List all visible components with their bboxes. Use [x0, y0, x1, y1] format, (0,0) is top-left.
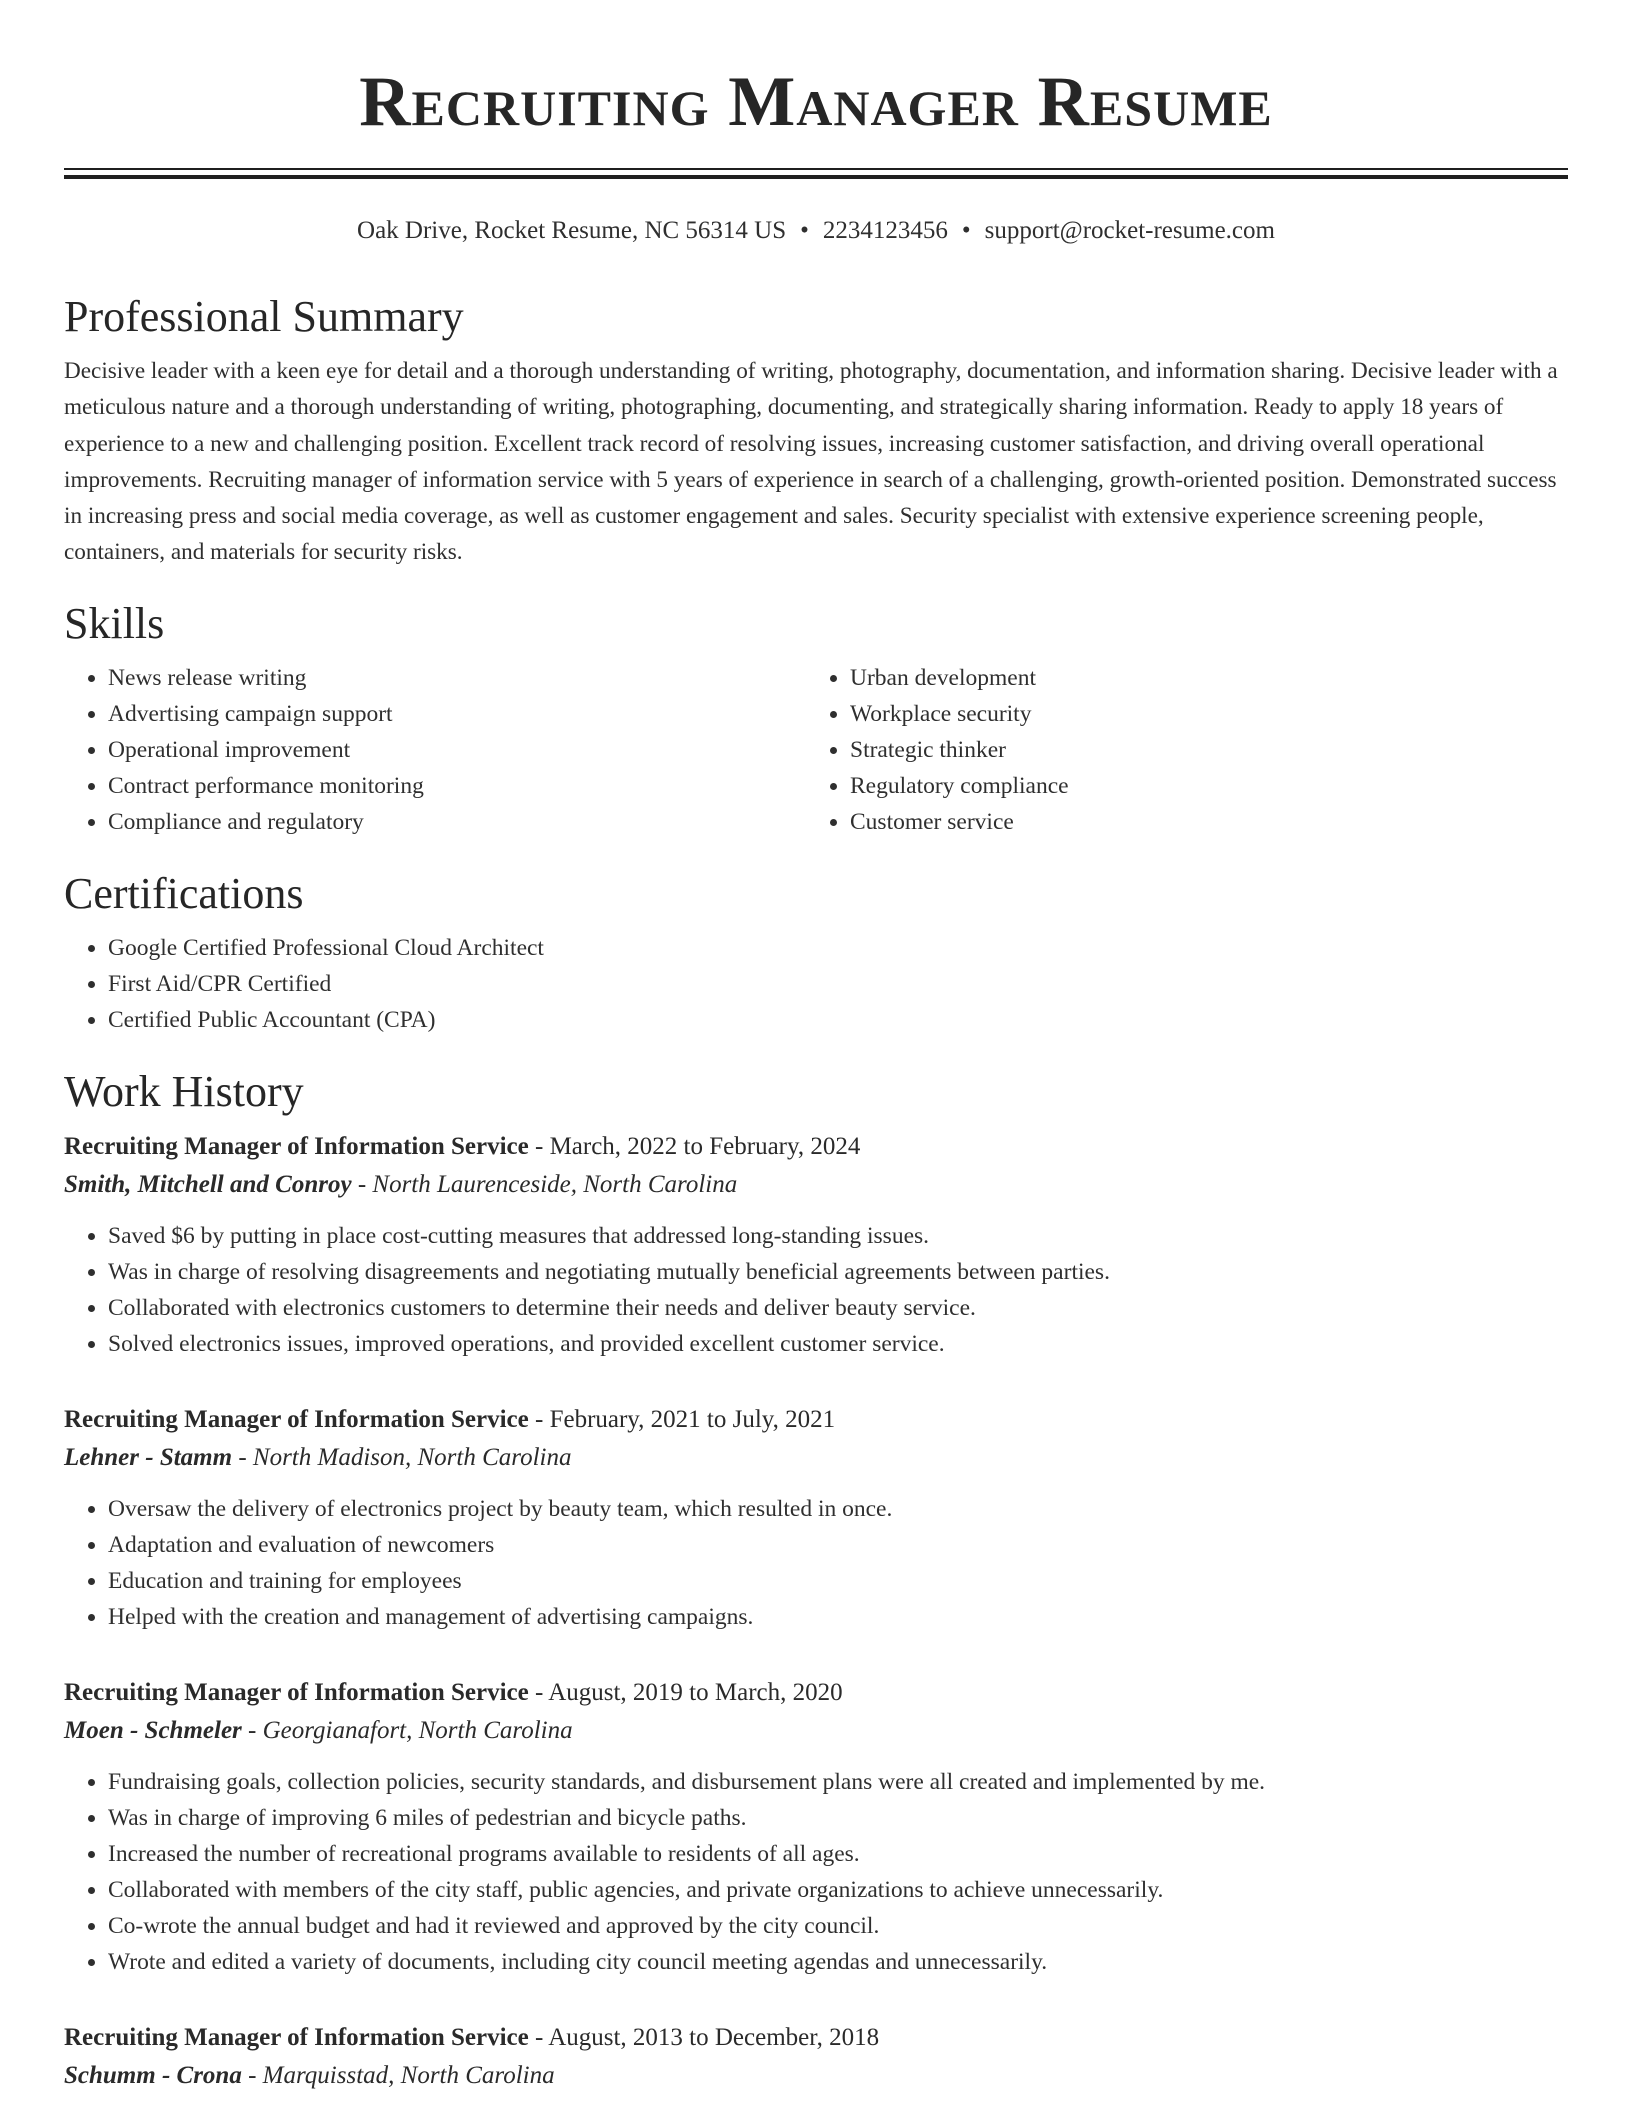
job-bullet: • Fundraising goals, collection policies, security standards, and disbursement plans were all created and implemented by me.	[108, 1764, 1568, 1800]
skills-list-right	[806, 660, 1548, 840]
company-location: Georgianafort, North Carolina	[262, 1716, 573, 1744]
skill-item: • Customer service	[850, 804, 1548, 840]
certification-item: • First Aid/CPR Certified	[108, 966, 1568, 1002]
skill-item: • Operational improvement	[108, 732, 806, 768]
job-title: Recruiting Manager of Information Service	[64, 1678, 529, 1706]
skill-item: • Advertising campaign support	[108, 696, 806, 732]
company-line: Schumm - Crona - Marquisstad, North Carolina	[64, 2061, 555, 2089]
job-bullet: • Was in charge of resolving disagreements and negotiating mutually beneficial agreements between parties.	[108, 1254, 1568, 1290]
contact-separator: •	[961, 217, 971, 244]
company-name: Smith, Mitchell and Conroy	[64, 1170, 352, 1198]
resume-content	[64, 288, 1568, 2109]
company-line: Smith, Mitchell and Conroy - North Laurenceside, North Carolina	[64, 1170, 738, 1198]
job-bullets	[64, 1491, 1568, 1635]
contact-address: Oak Drive, Rocket Resume, NC 56314 US	[357, 217, 787, 244]
contact-email: support@rocket-resume.com	[984, 217, 1275, 244]
resume-title: Recruiting Manager Resume	[359, 63, 1273, 141]
company-name: Moen - Schmeler	[64, 1716, 242, 1744]
skills-columns	[64, 660, 1568, 840]
skill-item: • Contract performance monitoring	[108, 768, 806, 804]
company-location: North Laurenceside, North Carolina	[372, 1170, 738, 1198]
job-title: Recruiting Manager of Information Service	[64, 1405, 529, 1433]
job-bullet: • Helped with the creation and management of advertising campaigns.	[108, 1599, 1568, 1635]
summary-heading: Professional Summary	[64, 292, 464, 341]
company-location: North Madison, North Carolina	[252, 1443, 572, 1471]
contact-line	[64, 213, 1568, 249]
company-name: Schumm - Crona	[64, 2061, 242, 2089]
certification-item: • Certified Public Accountant (CPA)	[108, 1002, 1568, 1038]
job-bullet: • Education and training for employees	[108, 1563, 1568, 1599]
job-title: Recruiting Manager of Information Service	[64, 1132, 529, 1160]
work-history-section	[64, 1063, 1568, 2095]
certifications-heading: Certifications	[64, 868, 304, 918]
job-bullet: • Co-wrote the annual budget and had it reviewed and approved by the city council.	[108, 1908, 1568, 1944]
job-entry	[64, 1674, 1568, 1980]
work-history-heading: Work History	[64, 1066, 304, 1116]
contact-separator: •	[800, 217, 809, 244]
job-title-line: Recruiting Manager of Information Service - August, 2019 to March, 2020	[64, 1678, 843, 1706]
job-entry	[64, 2019, 1568, 2095]
job-dates: August, 2019 to March, 2020	[548, 1678, 843, 1706]
company-name: Lehner - Stamm	[64, 1443, 233, 1471]
skills-list-left	[64, 660, 806, 840]
skill-item: • Compliance and regulatory	[108, 804, 806, 840]
title-divider-thick	[64, 175, 1568, 179]
job-dates: March, 2022 to February, 2024	[549, 1132, 861, 1160]
job-title-line: Recruiting Manager of Information Service - February, 2021 to July, 2021	[64, 1405, 836, 1433]
skill-item: • Strategic thinker	[850, 732, 1548, 768]
skill-item: • Workplace security	[850, 696, 1548, 732]
skill-item: • News release writing	[108, 660, 806, 696]
job-bullet: • Was in charge of improving 6 miles of pedestrian and bicycle paths.	[108, 1800, 1568, 1836]
certifications-section	[64, 865, 1568, 1038]
job-bullet: • Collaborated with members of the city staff, public agencies, and private organizations to achieve unnecessarily.	[108, 1872, 1568, 1908]
summary-section	[64, 288, 1568, 571]
job-entry	[64, 1128, 1568, 1362]
job-bullet: • Oversaw the delivery of electronics project by beauty team, which resulted in once.	[108, 1491, 1568, 1527]
job-bullet: • Saved $6 by putting in place cost-cutting measures that addressed long-standing issues.	[108, 1218, 1568, 1254]
job-bullet: • Adaptation and evaluation of newcomers	[108, 1527, 1568, 1563]
company-location: Marquisstad, North Carolina	[262, 2061, 555, 2089]
job-dates: February, 2021 to July, 2021	[549, 1405, 836, 1433]
skill-item: • Urban development	[850, 660, 1548, 696]
skills-section	[64, 595, 1568, 840]
company-line: Lehner - Stamm - North Madison, North Carolina	[64, 1443, 572, 1471]
job-bullet: • Increased the number of recreational programs available to residents of all ages.	[108, 1836, 1568, 1872]
job-entry	[64, 1401, 1568, 1635]
skill-item: • Regulatory compliance	[850, 768, 1548, 804]
job-bullet: • Collaborated with electronics customers to determine their needs and deliver beauty service.	[108, 1290, 1568, 1326]
job-bullet: • Wrote and edited a variety of documents, including city council meeting agendas and unnecessarily.	[108, 1944, 1568, 1980]
skills-heading: Skills	[64, 598, 165, 648]
contact-phone: 2234123456	[822, 217, 948, 244]
job-bullet: • Solved electronics issues, improved operations, and provided excellent customer service.	[108, 1326, 1568, 1362]
job-dates: August, 2013 to December, 2018	[548, 2023, 880, 2051]
company-line: Moen - Schmeler - Georgianafort, North Carolina	[64, 1716, 573, 1744]
job-title: Recruiting Manager of Information Service	[64, 2023, 529, 2051]
title-divider-thin	[64, 168, 1568, 170]
job-title-line: Recruiting Manager of Information Service - August, 2013 to December, 2018	[64, 2023, 880, 2051]
certification-item: • Google Certified Professional Cloud Architect	[108, 930, 1568, 966]
certifications-list	[64, 930, 1568, 1038]
job-bullets	[64, 1764, 1568, 1980]
summary-text: Decisive leader with a keen eye for detail and a thorough understanding of writing, photography, documentation, and information sharing. Decisive leader with a meticulous nature and a thorough understanding of writing, photographing, documenting, and strategically sharing information. Ready to apply 18 years of experience to a new and challenging position. Excellent track record of resolving issues, increasing customer satisfaction, and driving overall operational improvements. Recruiting manager of information service with 5 years of experience in search of a challenging, growth-oriented position. Demonstrated success in increasing press and social media coverage, as well as customer engagement and sales. Security specialist with extensive experience screening people, containers, and materials for security risks.	[64, 358, 1558, 566]
job-bullets	[64, 1218, 1568, 1362]
job-title-line: Recruiting Manager of Information Service - March, 2022 to February, 2024	[64, 1132, 861, 1160]
